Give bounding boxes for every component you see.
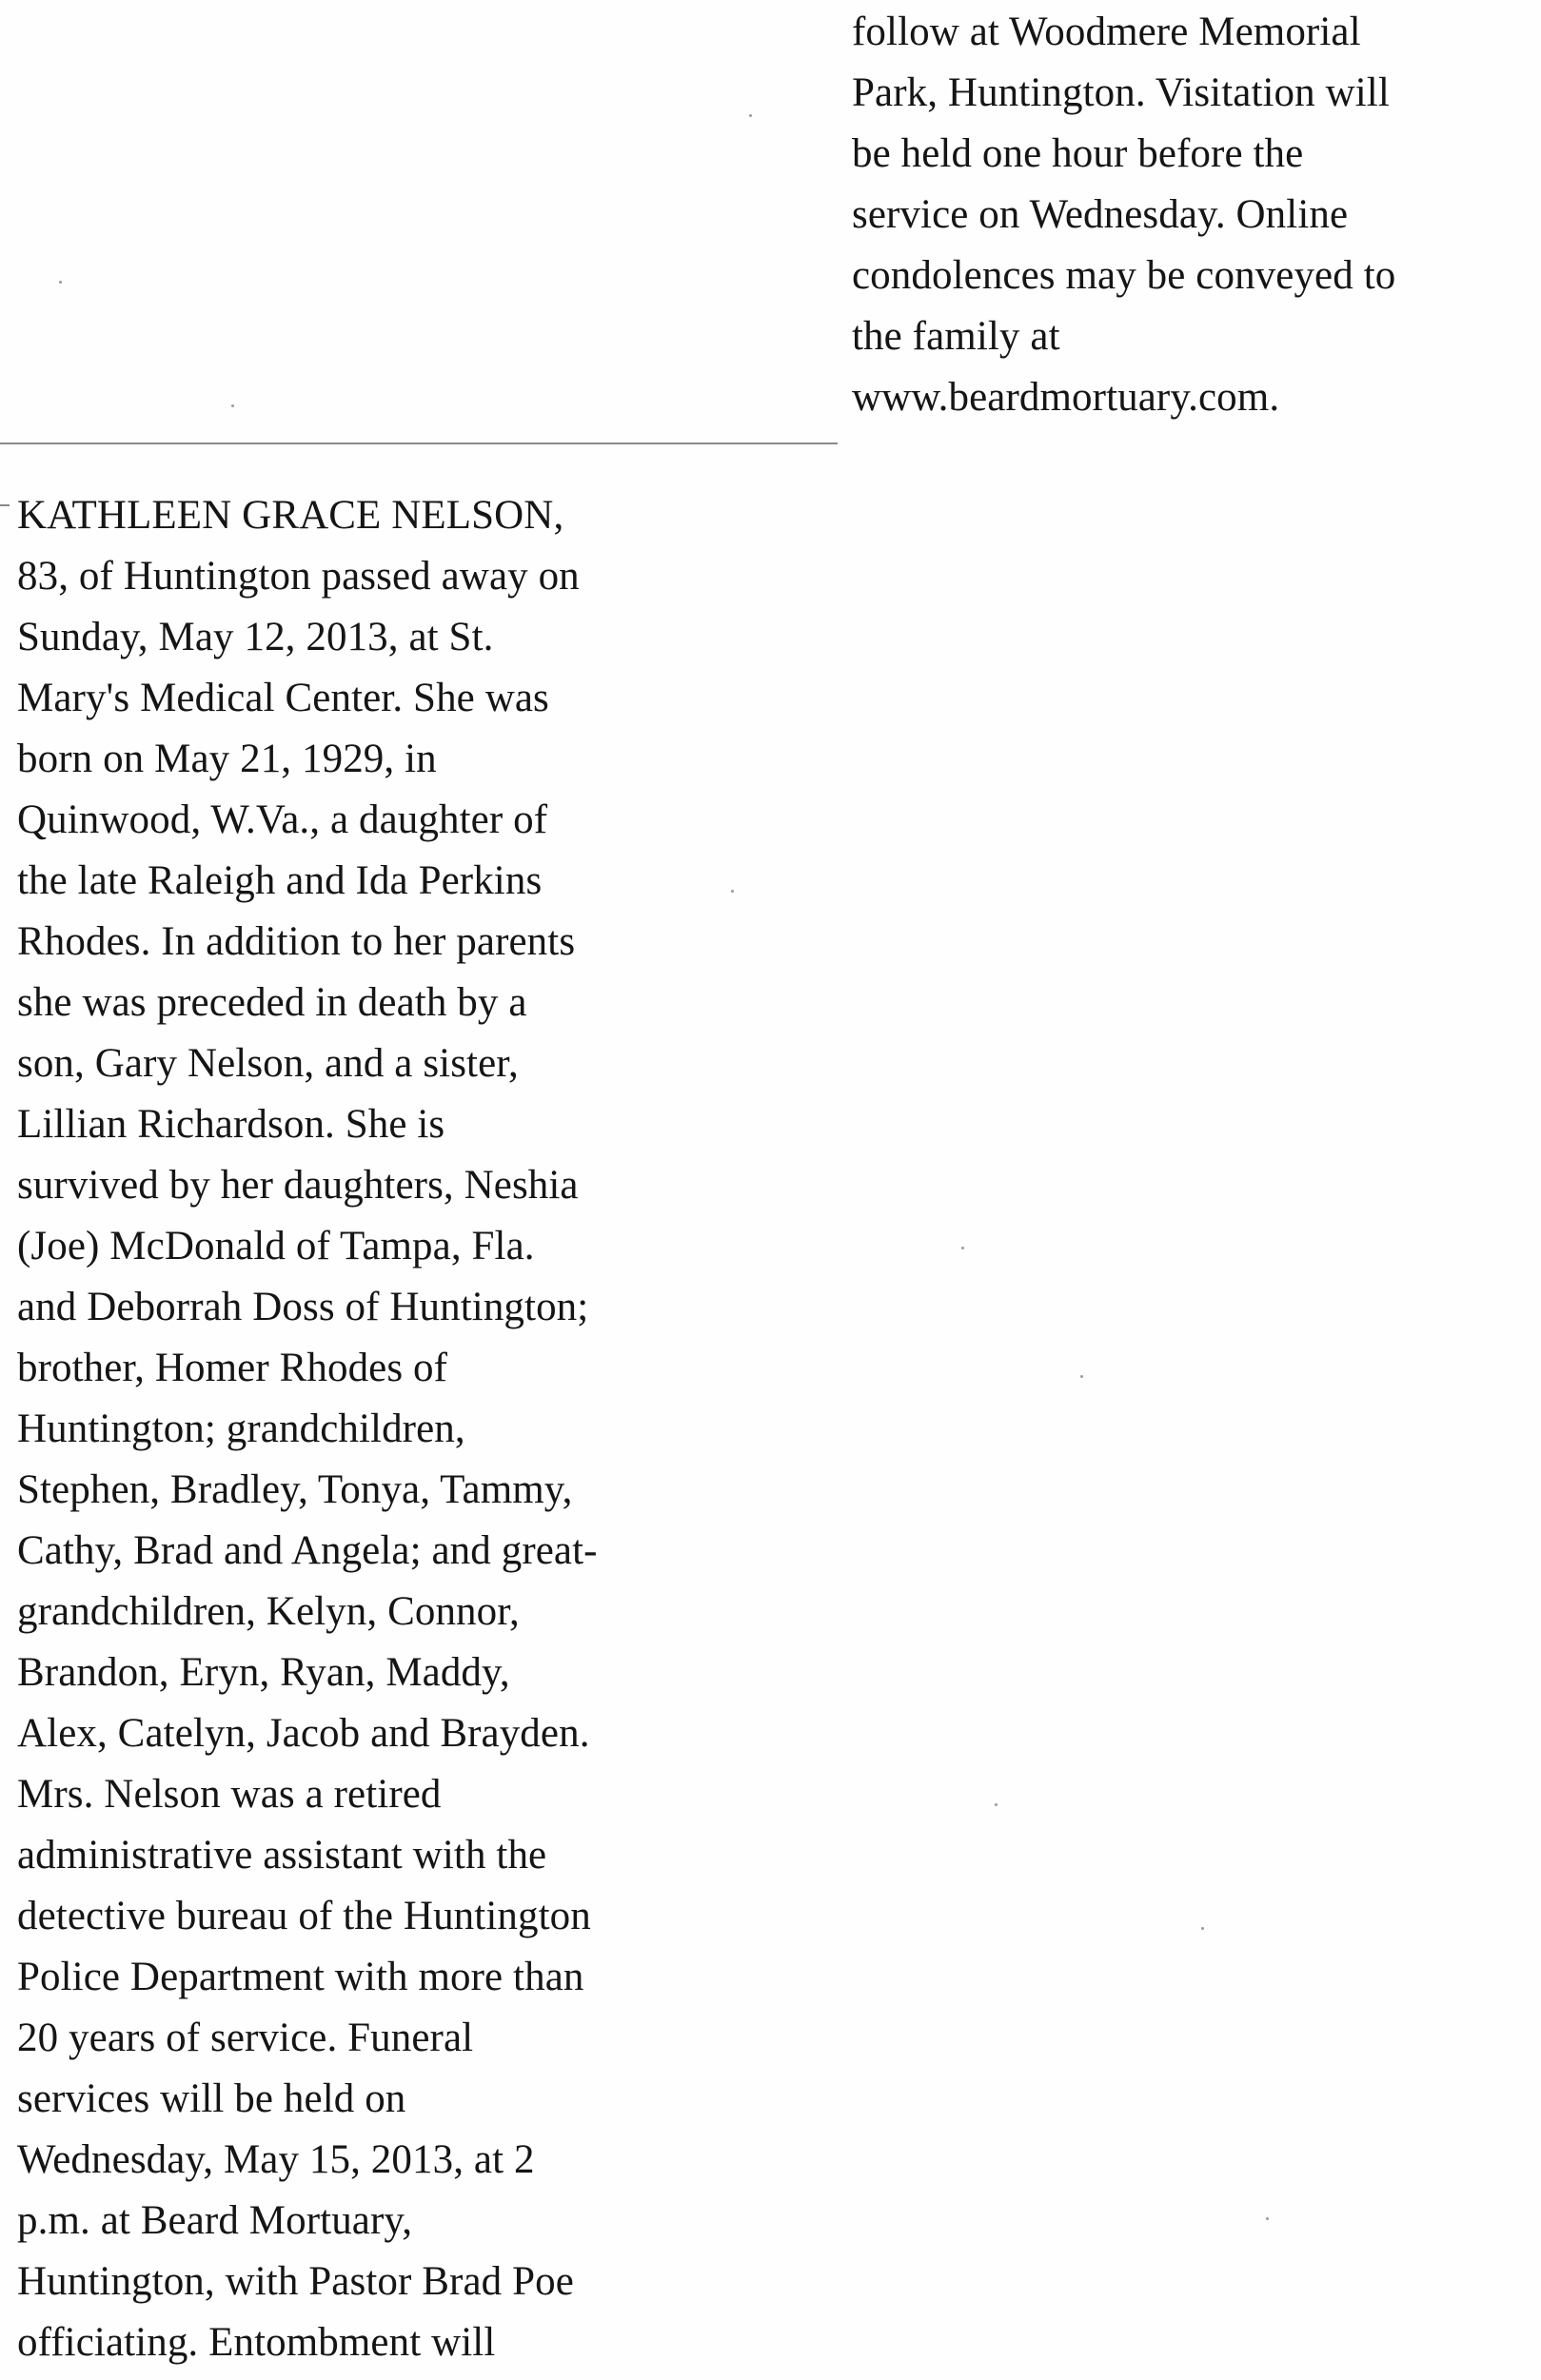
column-divider-rule xyxy=(0,443,838,444)
obituary-line: Brandon, Eryn, Ryan, Maddy, xyxy=(17,1650,510,1695)
obituary-line: services will be held on xyxy=(17,2076,406,2121)
obituary-line: brother, Homer Rhodes of xyxy=(17,1346,448,1390)
obituary-line: p.m. at Beard Mortuary, xyxy=(17,2198,413,2243)
scan-speck xyxy=(1201,1927,1204,1930)
obituary-heading-line: KATHLEEN GRACE NELSON, xyxy=(17,493,564,538)
scan-mark xyxy=(0,504,10,506)
obituary-line: administrative assistant with the xyxy=(17,1833,547,1878)
obituary-line: Quinwood, W.Va., a daughter of xyxy=(17,797,548,842)
obituary-line: Rhodes. In addition to her parents xyxy=(17,919,576,964)
obituary-line: Huntington, with Pastor Brad Poe xyxy=(17,2259,574,2304)
scan-speck xyxy=(961,1247,964,1249)
obituary-line: born on May 21, 1929, in xyxy=(17,737,437,781)
continuation-line: Park, Huntington. Visitation will xyxy=(852,70,1390,115)
obituary-line: Lillian Richardson. She is xyxy=(17,1102,445,1147)
obituary-line: Mrs. Nelson was a retired xyxy=(17,1772,442,1817)
continuation-line: www.beardmortuary.com. xyxy=(852,375,1280,420)
scan-speck xyxy=(749,114,752,117)
obituary-line: survived by her daughters, Neshia xyxy=(17,1163,579,1208)
scan-speck xyxy=(995,1803,998,1806)
continuation-line: be held one hour before the xyxy=(852,131,1304,176)
continuation-line: the family at xyxy=(852,314,1060,359)
scan-speck xyxy=(1266,2217,1269,2220)
scan-speck xyxy=(731,890,734,893)
obituary-line: Police Department with more than xyxy=(17,1955,584,1999)
obituary-line: (Joe) McDonald of Tampa, Fla. xyxy=(17,1224,535,1269)
obituary-line: Sunday, May 12, 2013, at St. xyxy=(17,615,494,659)
obituary-line: Huntington; grandchildren, xyxy=(17,1406,465,1451)
continuation-line: condolences may be conveyed to xyxy=(852,253,1396,298)
obituary-line: Cathy, Brad and Angela; and great- xyxy=(17,1528,598,1573)
obituary-line: 20 years of service. Funeral xyxy=(17,2016,474,2060)
obituary-line: Wednesday, May 15, 2013, at 2 xyxy=(17,2137,535,2182)
scan-speck xyxy=(231,404,234,407)
obituary-line: she was preceded in death by a xyxy=(17,980,527,1025)
obituary-line: officiating. Entombment will xyxy=(17,2320,496,2365)
obituary-line: Stephen, Bradley, Tonya, Tammy, xyxy=(17,1467,573,1512)
continuation-line: service on Wednesday. Online xyxy=(852,192,1349,237)
obituary-line: Alex, Catelyn, Jacob and Brayden. xyxy=(17,1711,590,1756)
obituary-line: Mary's Medical Center. She was xyxy=(17,676,549,720)
obituary-line: the late Raleigh and Ida Perkins xyxy=(17,858,543,903)
obituary-line: grandchildren, Kelyn, Connor, xyxy=(17,1589,520,1634)
scan-speck xyxy=(1080,1375,1083,1378)
obituary-line: and Deborrah Doss of Huntington; xyxy=(17,1285,589,1329)
obituary-line: son, Gary Nelson, and a sister, xyxy=(17,1041,519,1086)
obituary-line: 83, of Huntington passed away on xyxy=(17,554,580,599)
obituary-line: detective bureau of the Huntington xyxy=(17,1894,591,1938)
scan-speck xyxy=(59,281,62,284)
continuation-line: follow at Woodmere Memorial xyxy=(852,10,1361,54)
